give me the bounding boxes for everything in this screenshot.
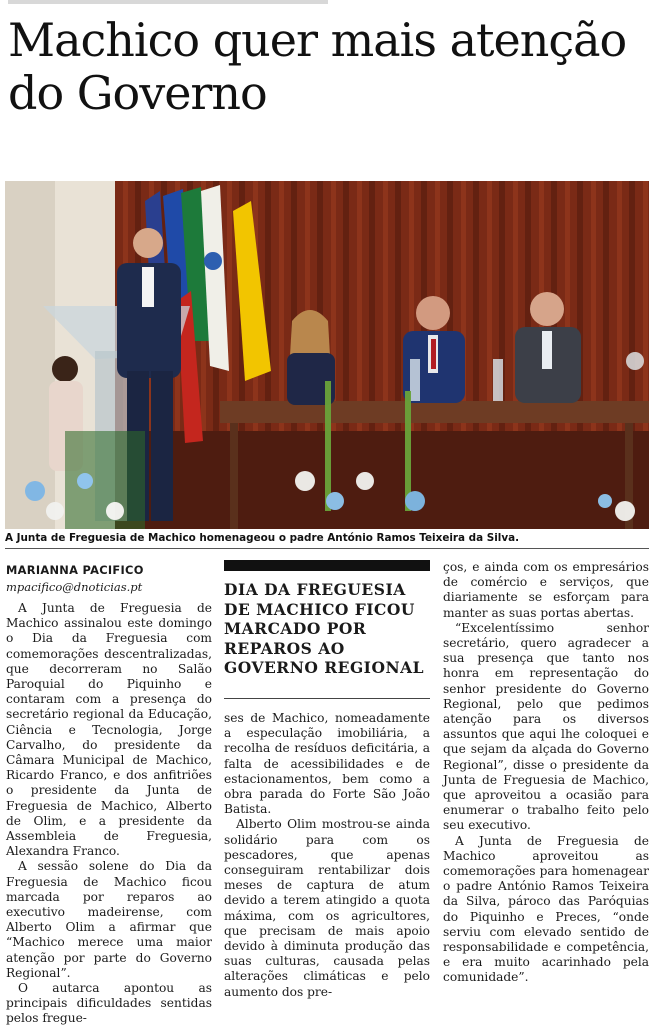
paragraph: O autarca apontou as principais dificuldades sentidas pelos fregue- (6, 981, 212, 1026)
pull-quote-bar (224, 560, 430, 571)
paragraph: “Excelentíssimo senhor secretário, quero agradecer a sua presença que tanto nos honra em representação do senhor presidente do Governo Regional, pelo que pedimos atenção para os diversos assuntos que aqui lhe coloquei e que sejam da alçada do Governo Regional”, disse o presidente da Junta de Freguesia de Machico, que aproveitou a ocasião para enumerar o trabalho feito pelo seu executivo. (443, 620, 649, 833)
paragraph: A Junta de Freguesia de Machico aproveitou as comemorações para homenagear o padre António Ramos Teixeira da Silva, pároco das Paróquias do Piquinho e Preces, “onde serviu com elevado sentido de responsabilidade e competência, e era muito acarinhado pela comunidade”. (443, 833, 649, 985)
pull-quote: DIA DA FREGUESIA DE MACHICO FICOU MARCADO POR REPAROS AO GOVERNO REGIONAL (224, 580, 425, 678)
top-strip (8, 0, 328, 4)
headline: Machico quer mais atenção do Governo (8, 13, 627, 120)
column-3 (443, 560, 649, 986)
paragraph: A sessão solene do Dia da Freguesia de Machico ficou marcada por reparos ao executivo madeirense, com Alberto Olim a afirmar que “Machico merece uma maior atenção por parte do Governo Regional”. (6, 859, 212, 980)
author-name: MARIANNA PACIFICO (6, 563, 144, 577)
photo-caption: A Junta de Freguesia de Machico homenageou o padre António Ramos Teixeira da Silva. (5, 532, 520, 544)
paragraph: ços, e ainda com os empresários de comércio e serviços, que diariamente se esforçam para manter as suas portas abertas. (443, 560, 649, 620)
column-1 (6, 601, 212, 1027)
paragraph: Alberto Olim mostrou-se ainda solidário para com os pescadores, que apenas conseguiram rentabilizar dois meses de captura de atum devido a terem atingido a quota máxima, com os agricultores, que precisam de mais apoio devido à diminuta produção das suas culturas, causada pelas alterações climáticas e pelo aumento dos pre- (224, 817, 430, 999)
author-email[interactable]: mpacifico@dnoticias.pt (6, 580, 143, 594)
caption-divider (5, 548, 649, 549)
paragraph: A Junta de Freguesia de Machico assinalou este domingo o Dia da Freguesia com comemorações descentralizadas, que decorreram no Salão Paroquial do Piquinho e contaram com a presença do secretário regional da Educação, Ciência e Tecnologia, Jorge Carvalho, do presidente da Câmara Municipal de Machico, Ricardo Franco, e dos anfitriões o presidente da Junta de Freguesia de Machico, Alberto de Olim, e a presidente da Assembleia de Freguesia, Alexandra Franco. (6, 601, 212, 859)
column-2 (224, 711, 430, 1000)
event-photo (5, 181, 649, 529)
pull-quote-divider (224, 698, 430, 699)
paragraph: ses de Machico, nomeadamente a especulação imobiliária, a recolha de resíduos deficitária, a falta de acessibilidades e de estacionamentos, bem como a obra parada do Forte São João Batista. (224, 711, 430, 817)
